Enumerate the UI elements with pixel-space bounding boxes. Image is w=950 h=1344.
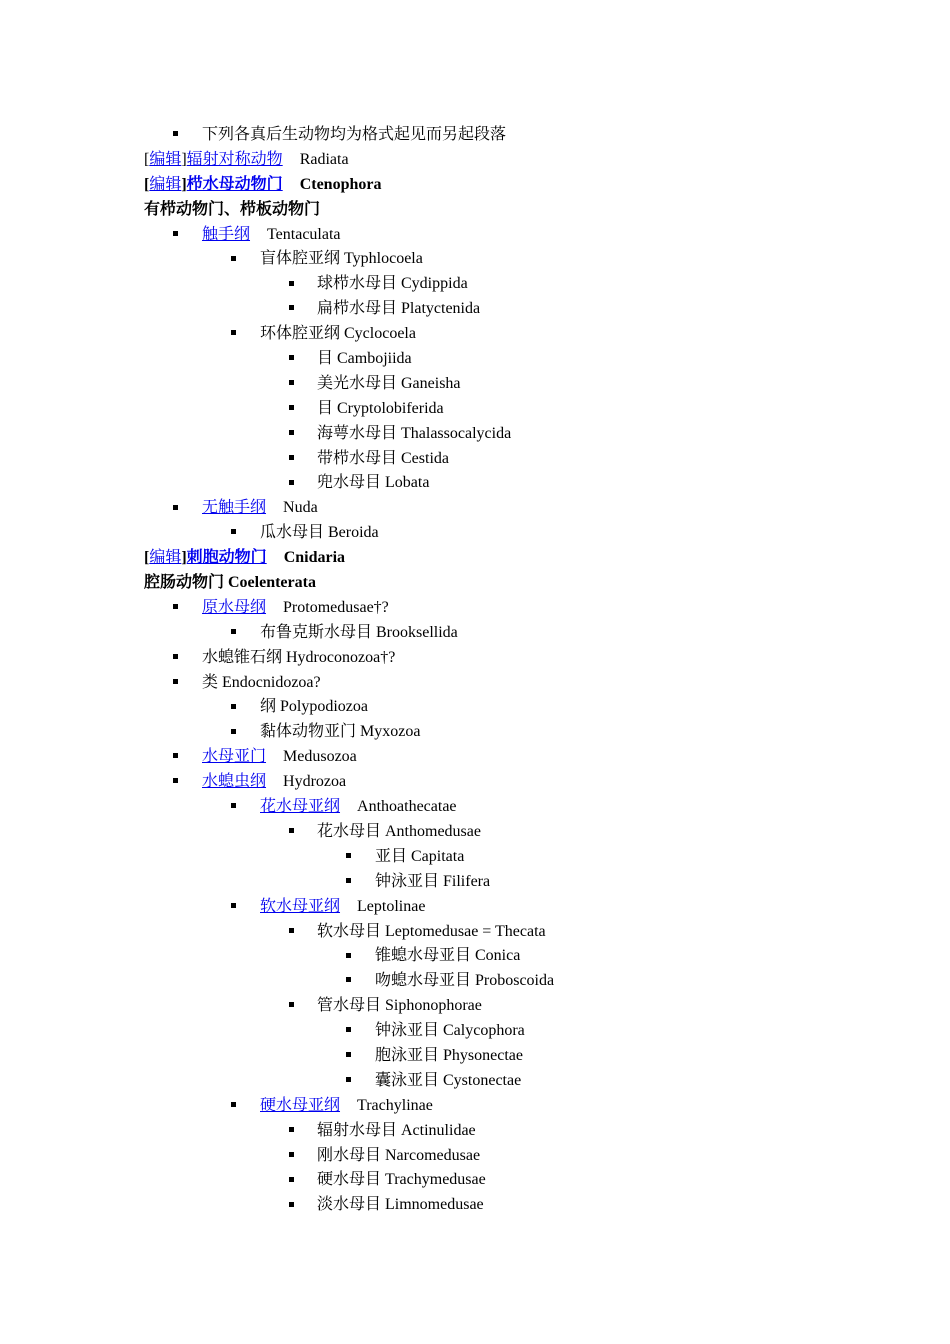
bullet-icon [289, 1168, 294, 1193]
line-content [375, 870, 490, 895]
line-content [317, 272, 468, 297]
taxon-link[interactable]: 水母亚门 [202, 748, 267, 766]
list-item [144, 447, 904, 472]
line-content [202, 596, 389, 621]
line-content [317, 1168, 486, 1193]
bullet-icon [346, 870, 351, 895]
bullet-icon [289, 422, 294, 447]
list-item [144, 1069, 904, 1094]
taxon-link[interactable]: 栉水母动物门 [186, 175, 283, 193]
bullet-icon [173, 770, 178, 795]
line-content [317, 447, 449, 472]
list-item [144, 322, 904, 347]
line-text: 类 Endocnidozoa? [202, 673, 321, 691]
line-content [317, 347, 412, 372]
line-text: 软水母目 Leptomedusae = Thecata [317, 922, 546, 940]
line-content [317, 994, 482, 1019]
line-text: 刚水母目 Narcomedusae [317, 1146, 481, 1164]
list-item [144, 646, 904, 671]
line-text: 扁栉水母目 Platyctenida [317, 300, 481, 318]
list-item [144, 1119, 904, 1144]
bullet-icon [346, 1019, 351, 1044]
taxon-link[interactable]: 软水母亚纲 [260, 897, 341, 915]
bullet-icon [231, 695, 236, 720]
bullet-icon [289, 471, 294, 496]
line-text: 花水母目 Anthomedusae [317, 822, 481, 840]
line-text: 兜水母目 Lobata [317, 474, 430, 492]
list-item [144, 745, 904, 770]
list-item [144, 422, 904, 447]
bullet-icon [173, 496, 178, 521]
line-content [202, 770, 346, 795]
latin-name: Trachylinae [357, 1096, 433, 1114]
list-item [144, 994, 904, 1019]
list-item [144, 1044, 904, 1069]
bullet-icon [346, 944, 351, 969]
list-item [144, 223, 904, 248]
list-item [144, 272, 904, 297]
latin-name: Leptolinae [357, 897, 426, 915]
line-text: 钟泳亚目 Calycophora [375, 1022, 525, 1040]
line-text: 纲 Polypodiozoa [260, 698, 368, 716]
line-text: 管水母目 Siphonophorae [317, 997, 482, 1015]
latin-name: Radiata [299, 150, 349, 168]
bullet-icon [173, 745, 178, 770]
line-content [317, 471, 429, 496]
line-content [317, 1193, 484, 1218]
line-content [202, 646, 395, 671]
line-content [317, 1119, 476, 1144]
bullet-icon [346, 1069, 351, 1094]
line-content [202, 496, 318, 521]
line-content [317, 820, 481, 845]
taxonomy-document [144, 123, 904, 1218]
line-text: 球栉水母目 Cydippida [317, 275, 468, 293]
list-item [144, 1193, 904, 1218]
line-content: [编辑]刺胞动物门 Cnidaria [144, 549, 346, 567]
list-item [144, 1144, 904, 1169]
line-text: 布鲁克斯水母目 Brooksellida [260, 623, 458, 641]
line-content [260, 621, 458, 646]
section-heading [144, 173, 904, 198]
line-text: 硬水母目 Trachymedusae [317, 1171, 486, 1189]
bullet-icon [231, 621, 236, 646]
line-content [375, 944, 520, 969]
bullet-icon [289, 1144, 294, 1169]
bullet-icon [289, 272, 294, 297]
bullet-icon [289, 447, 294, 472]
line-text: 淡水母目 Limnomedusae [317, 1196, 484, 1214]
latin-name: Tentaculata [267, 225, 341, 243]
bullet-icon [231, 322, 236, 347]
list-item [144, 123, 904, 148]
taxon-link[interactable]: 触手纲 [202, 225, 251, 243]
line-content: [编辑]栉水母动物门 Ctenophora [144, 175, 382, 193]
taxon-link[interactable]: 花水母亚纲 [260, 798, 341, 816]
bullet-icon [289, 1193, 294, 1218]
bullet-icon [289, 372, 294, 397]
line-content [317, 1144, 480, 1169]
line-text: 钟泳亚目 Filifera [375, 872, 491, 890]
line-text: 辐射水母目 Actinulidae [317, 1121, 476, 1139]
line-text: 目 Cambojiida [317, 350, 412, 368]
list-item [144, 247, 904, 272]
bullet-icon [231, 895, 236, 920]
list-item [144, 372, 904, 397]
bullet-icon [289, 920, 294, 945]
line-text: 美光水母目 Ganeisha [317, 374, 461, 392]
line-content [144, 198, 320, 223]
bullet-icon [231, 247, 236, 272]
list-item [144, 695, 904, 720]
bullet-icon [173, 596, 178, 621]
line-text: 目 Cryptolobiferida [317, 399, 444, 417]
list-item [144, 870, 904, 895]
section-heading [144, 546, 904, 571]
bullet-icon [173, 646, 178, 671]
line-text: 有栉动物门、栉板动物门 [144, 200, 321, 218]
line-text: 海萼水母目 Thalassocalycida [317, 424, 512, 442]
line-text: 盲体腔亚纲 Typhlocoela [260, 250, 423, 268]
line-content [317, 422, 511, 447]
bullet-icon [289, 297, 294, 322]
list-item [144, 471, 904, 496]
section-heading [144, 148, 904, 173]
latin-name: Cnidaria [283, 549, 346, 567]
line-content: [编辑]辐射对称动物 Radiata [144, 150, 349, 168]
line-text: 带栉水母目 Cestida [317, 449, 449, 467]
latin-name: Ctenophora [299, 175, 382, 193]
latin-name: Protomedusae†? [283, 598, 389, 616]
edit-link[interactable]: 编辑 [149, 150, 182, 168]
list-item [144, 621, 904, 646]
edit-link[interactable]: 编辑 [149, 549, 182, 567]
bullet-icon [173, 671, 178, 696]
line-text: 腔肠动物门 Coelenterata [144, 574, 316, 592]
line-content [260, 720, 420, 745]
line-content [202, 671, 321, 696]
bullet-icon [289, 994, 294, 1019]
taxon-link[interactable]: 原水母纲 [202, 598, 267, 616]
bullet-icon [231, 720, 236, 745]
line-text: 下列各真后生动物均为格式起见而另起段落 [202, 126, 507, 143]
list-item [144, 521, 904, 546]
line-content [317, 920, 546, 945]
line-text: 囊泳亚目 Cystonectae [375, 1071, 522, 1089]
list-item [144, 795, 904, 820]
bullet-icon [289, 1119, 294, 1144]
taxon-link[interactable]: 无触手纲 [202, 499, 267, 517]
list-item [144, 720, 904, 745]
list-item [144, 845, 904, 870]
line-content [375, 1044, 523, 1069]
line-content [260, 695, 368, 720]
list-item [144, 820, 904, 845]
list-item [144, 1094, 904, 1119]
line-text: 亚目 Capitata [375, 847, 465, 865]
line-text: 锥螅水母亚目 Conica [375, 947, 521, 965]
line-content [375, 969, 554, 994]
latin-name: Hydrozoa [283, 773, 347, 791]
list-item [144, 297, 904, 322]
list-item [144, 596, 904, 621]
edit-link[interactable]: 编辑 [149, 175, 182, 193]
line-content [202, 123, 506, 148]
line-content [317, 372, 461, 397]
taxon-link[interactable]: 辐射对称动物 [186, 150, 283, 168]
section-heading [144, 198, 904, 223]
line-content [375, 1019, 525, 1044]
list-item [144, 397, 904, 422]
section-heading [144, 571, 904, 596]
bullet-icon [289, 820, 294, 845]
line-content [260, 521, 379, 546]
bullet-icon [231, 795, 236, 820]
bullet-icon [231, 521, 236, 546]
list-item [144, 944, 904, 969]
taxon-link[interactable]: 刺胞动物门 [186, 549, 267, 567]
line-text: 胞泳亚目 Physonectae [375, 1046, 523, 1064]
latin-name: Nuda [283, 499, 318, 517]
bullet-icon [289, 347, 294, 372]
list-item [144, 969, 904, 994]
line-text: 环体腔亚纲 Cyclocoela [260, 325, 416, 343]
line-content [260, 895, 425, 920]
bullet-icon [346, 845, 351, 870]
line-content [260, 795, 457, 820]
line-text: 瓜水母目 Beroida [260, 524, 379, 542]
list-item [144, 347, 904, 372]
line-content [144, 571, 316, 596]
list-item [144, 895, 904, 920]
bullet-icon [289, 397, 294, 422]
line-content [375, 1069, 521, 1094]
taxon-link[interactable]: 水螅虫纲 [202, 773, 267, 791]
line-content [260, 247, 423, 272]
line-content [317, 397, 444, 422]
list-item [144, 920, 904, 945]
line-content [260, 1094, 433, 1119]
line-content [202, 223, 341, 248]
latin-name: Medusozoa [283, 748, 357, 766]
list-item [144, 770, 904, 795]
line-text: 吻螅水母亚目 Proboscoida [375, 972, 555, 990]
list-item [144, 496, 904, 521]
line-content [317, 297, 480, 322]
bullet-icon [173, 123, 178, 148]
line-content [202, 745, 357, 770]
taxon-link[interactable]: 硬水母亚纲 [260, 1096, 341, 1114]
line-content [260, 322, 416, 347]
bullet-icon [231, 1094, 236, 1119]
bullet-icon [173, 223, 178, 248]
line-text: 水螅锥石纲 Hydroconozoa†? [202, 648, 396, 666]
list-item [144, 1019, 904, 1044]
line-content [375, 845, 464, 870]
bullet-icon [346, 969, 351, 994]
list-item [144, 1168, 904, 1193]
latin-name: Anthoathecatae [357, 798, 457, 816]
list-item [144, 671, 904, 696]
bullet-icon [346, 1044, 351, 1069]
line-text: 黏体动物亚门 Myxozoa [260, 723, 421, 741]
